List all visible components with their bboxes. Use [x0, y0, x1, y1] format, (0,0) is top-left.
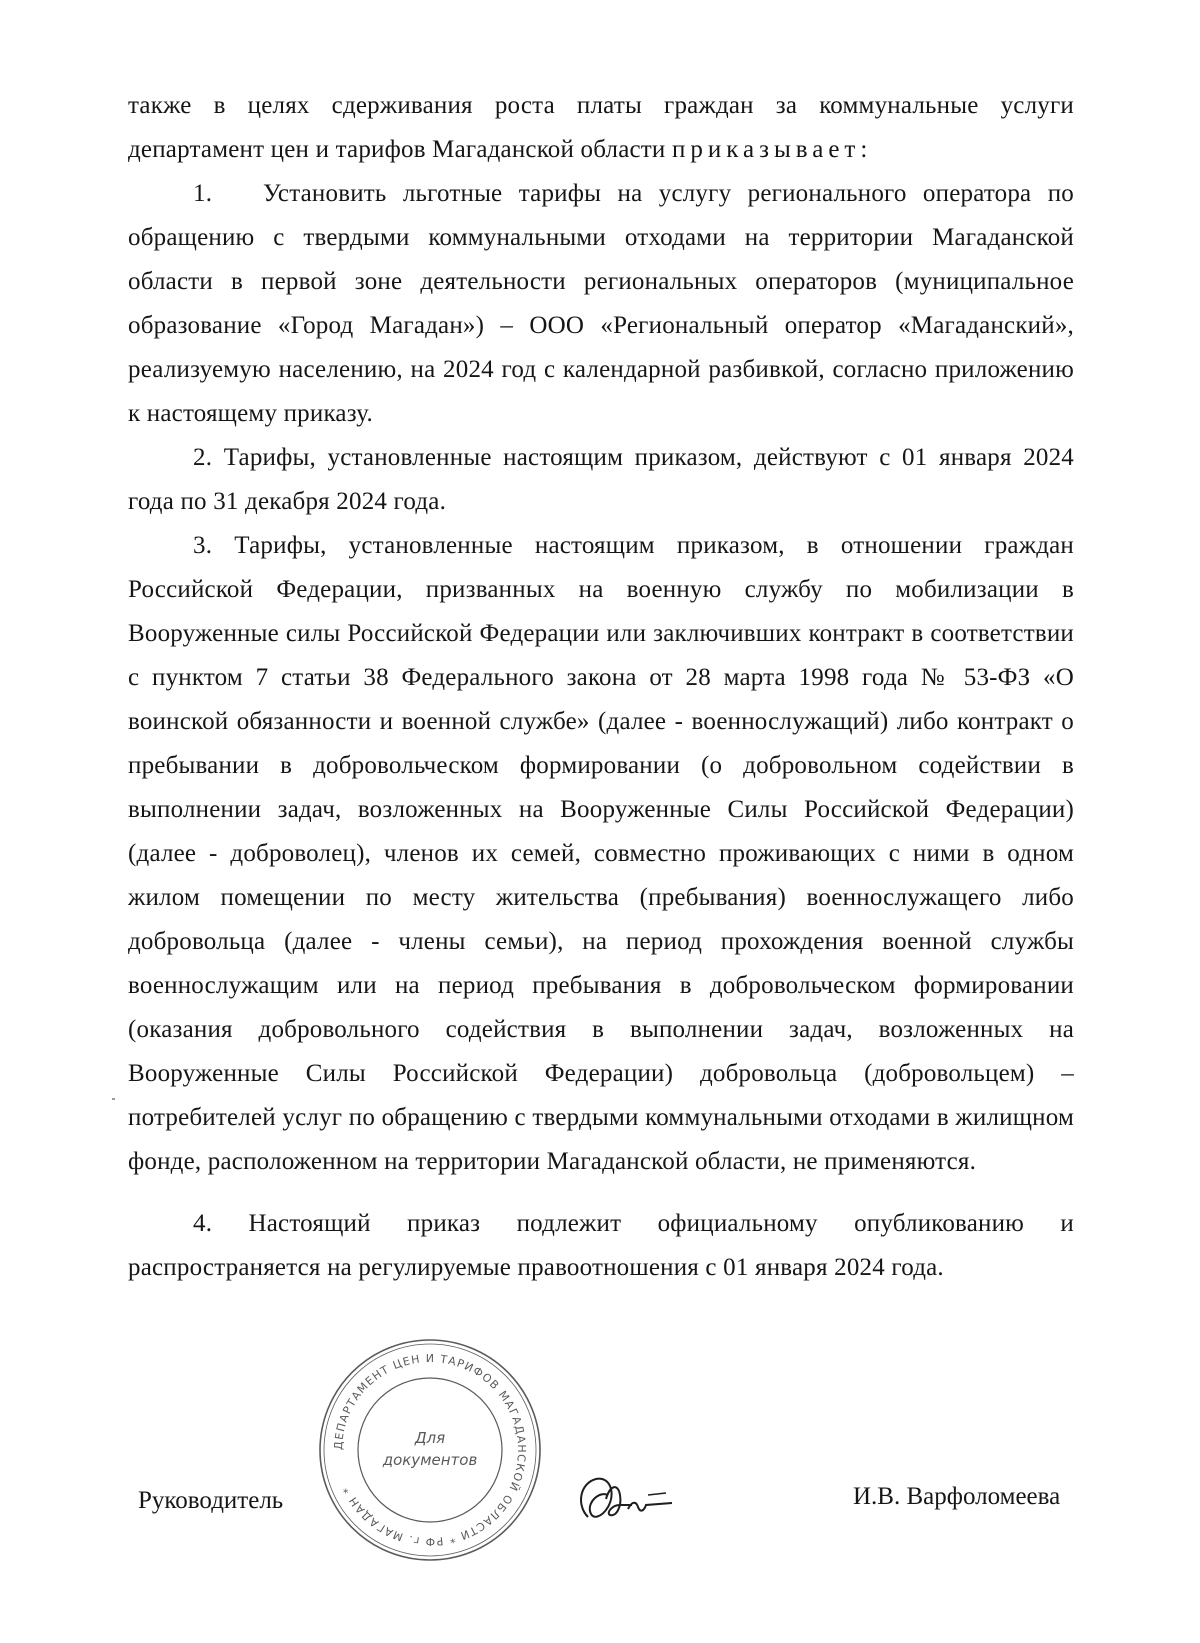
intro-text: также в целях сдерживания роста платы граждан за коммунальные услуги департамент цен и тарифов Магаданской области [128, 92, 1074, 163]
seal-center-line1: Для [414, 1429, 446, 1447]
item-3-paragraph: 3. Тарифы, установленные настоящим приказом, в отношении граждан Российской Федерации, призванных на военную службу по мобилизации в Вооруженные силы Российской Федерации или заключивших контракт в соответствии с пунктом 7 статьи 38 Федерального закона от 28 марта 1998 года № 53-ФЗ «О воинской обязанности и военной службе» (далее - военнослужащий) либо контракт о пребывании в добровольческом формировании (о добровольном содействии в выполнении задач, возложенных на Вооруженные Силы Российской Федерации) (далее - доброволец), членов их семей, совместно проживающих с ними в одном жилом помещении по месту жительства (пребывания) военнослужащего либо добровольца (далее - члены семьи), на период прохождения военной службы военнослужащим или на период пребывания в добровольческом формировании (оказания добровольного содействия в выполнении задач, возложенных на Вооруженные Силы Российской Федерации) добровольца (добровольцем) – потребителей услуг по обращению с твердыми коммунальными отходами в жилищном фонде, расположенном на территории Магаданской области, не применяются. [128, 532, 1074, 1175]
intro-paragraph [128, 84, 1074, 172]
seal-ring-text: ДЕПАРТАМЕНТ ЦЕН И ТАРИФОВ МАГАДАНСКОЙ ОБЛАСТИ * РФ г. МАГАДАН * [331, 1351, 529, 1549]
intro-spaced-word: приказывает: [671, 136, 873, 163]
item-1-text: Установить льготные тарифы на услугу регионального оператора по обращению с твердыми коммунальными отходами на территории Магаданской области в первой зоне деятельности региональных операторов (муниципальное образование «Город Магадан») – ООО «Региональный оператор «Магаданский», реализуемую населению, на 2024 год с календарной разбивкой, согласно приложению к настоящему приказу. [128, 180, 1074, 427]
item-1-number: 1. [193, 180, 213, 207]
official-seal [315, 1335, 545, 1565]
item-4-paragraph: 4. Настоящий приказ подлежит официальному опубликованию и распространяется на регулируемые правоотношения с 01 января 2024 года. [128, 1210, 1074, 1281]
item-2-paragraph: 2. Тарифы, установленные настоящим приказом, действуют с 01 января 2024 года по 31 декабря 2024 года. [128, 444, 1074, 515]
signatory-title: Руководитель [138, 1487, 284, 1514]
item-1-paragraph [128, 172, 1074, 436]
scan-speck [112, 1098, 115, 1100]
seal-center-line2: документов [382, 1451, 478, 1469]
handwritten-signature [570, 1465, 680, 1535]
signatory-name: И.В. Варфоломеева [853, 1483, 1061, 1510]
